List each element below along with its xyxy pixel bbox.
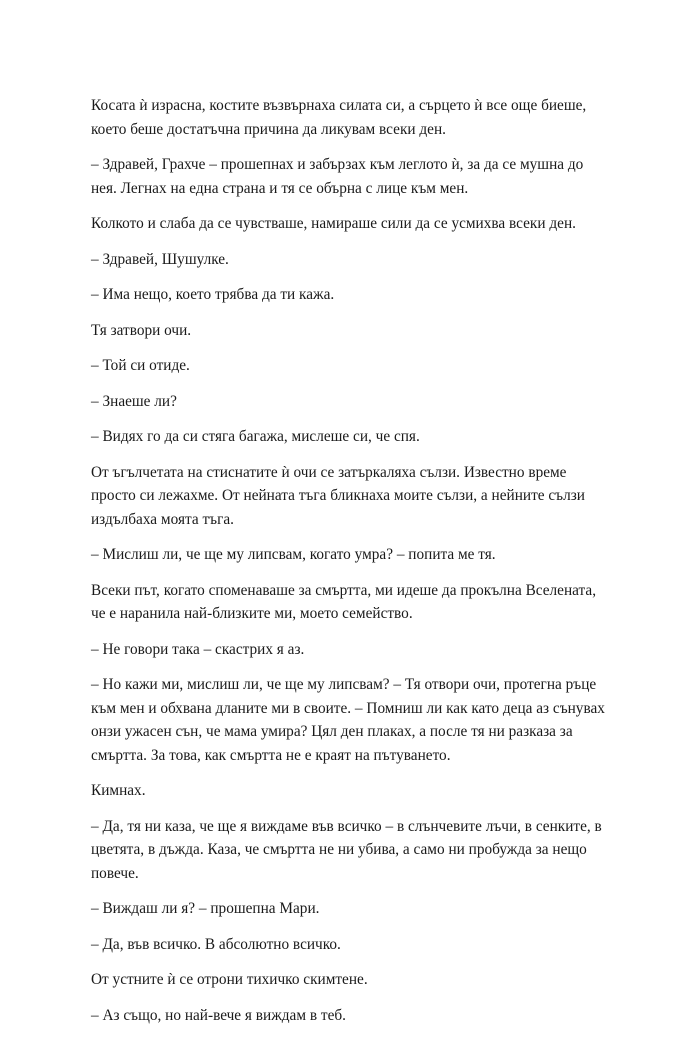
text-line: – Здравей, Грахче – прошепнах и забързах към леглото ѝ, за да се мушна до — [91, 156, 584, 173]
text-line: – Здравей, Шушулке. — [91, 250, 229, 268]
text-line: – Знаеше ли? — [91, 392, 177, 410]
text-line: просто си лежахме. От нейната тъга бликнаха моите сълзи, а нейните сълзи — [91, 487, 585, 504]
paragraph — [91, 153, 621, 200]
paragraph — [91, 779, 621, 803]
text-line: към мен и обхвана дланите ми в своите. – Помниш ли как като деца аз сънувах — [91, 699, 605, 717]
paragraph — [91, 933, 621, 957]
paragraph — [91, 248, 621, 272]
text-line: – Но кажи ми, мислиш ли, че ще му липсвам? – Тя отвори очи, протегна ръце — [91, 676, 597, 693]
paragraph — [91, 390, 621, 414]
text-line: – Да, във всичко. В абсолютно всичко. — [91, 935, 341, 953]
text-line: че е наранила най-близките ми, моето семейство. — [91, 605, 413, 622]
document-body — [91, 94, 621, 1039]
text-line: – Той си отиде. — [91, 357, 190, 374]
paragraph — [91, 319, 621, 343]
text-line: Косата ѝ израсна, костите възвърнаха силата си, а сърцето ѝ все още биеше, — [91, 97, 587, 114]
text-line: Всеки път, когато споменаваше за смъртта, ми идеше да прокълна Вселената, — [91, 581, 597, 599]
paragraph — [91, 425, 621, 449]
paragraph — [91, 461, 621, 532]
text-line: От устните ѝ се отрони тихичко скимтене. — [91, 971, 368, 988]
text-line: – Да, тя ни каза, че ще я виждаме във всичко – в слънчевите лъчи, в сенките, в — [91, 817, 602, 835]
paragraph — [91, 638, 621, 662]
text-line: Тя затвори очи. — [91, 321, 192, 339]
paragraph — [91, 543, 621, 567]
paragraph — [91, 579, 621, 626]
paragraph — [91, 354, 621, 378]
paragraph — [91, 673, 621, 767]
text-line: повече. — [91, 864, 139, 882]
text-line: – Не говори така – скастрих я аз. — [91, 640, 305, 658]
text-line: От ъгълчетата на стиснатите ѝ очи се затъркаляха сълзи. Известно време — [91, 463, 567, 481]
text-line: Колкото и слаба да се чувстваше, намираше сили да се усмихва всеки ден. — [91, 215, 576, 232]
text-line: което беше достатъчна причина да ликувам всеки ден. — [91, 120, 446, 138]
paragraph — [91, 1004, 621, 1028]
text-line: – Аз също, но най-вече я виждам в теб. — [91, 1006, 346, 1024]
paragraph — [91, 815, 621, 886]
text-line: – Има нещо, което трябва да ти кажа. — [91, 286, 335, 303]
text-line: нея. Легнах на една страна и тя се обърна с лице към мен. — [91, 179, 469, 197]
text-line: онзи ужасен сън, че мама умира? Цял ден плаках, а после тя ни разказа за — [91, 723, 573, 740]
text-line: смъртта. За това, как смъртта не е краят на пътуването. — [91, 746, 451, 764]
paragraph — [91, 283, 621, 307]
paragraph — [91, 94, 621, 141]
paragraph — [91, 897, 621, 921]
text-line: – Видях го да си стяга багажа, мислеше си, че спя. — [91, 428, 420, 445]
text-line: – Виждаш ли я? – прошепна Мари. — [91, 900, 320, 917]
paragraph — [91, 212, 621, 236]
text-line: – Мислиш ли, че ще му липсвам, когато умра? – попита ме тя. — [91, 546, 496, 563]
text-line: издълбаха моята тъга. — [91, 510, 234, 528]
text-line: Кимнах. — [91, 782, 146, 799]
text-line: цветята, в дъжда. Каза, че смъртта не ни убива, а само ни пробужда за нещо — [91, 841, 587, 858]
